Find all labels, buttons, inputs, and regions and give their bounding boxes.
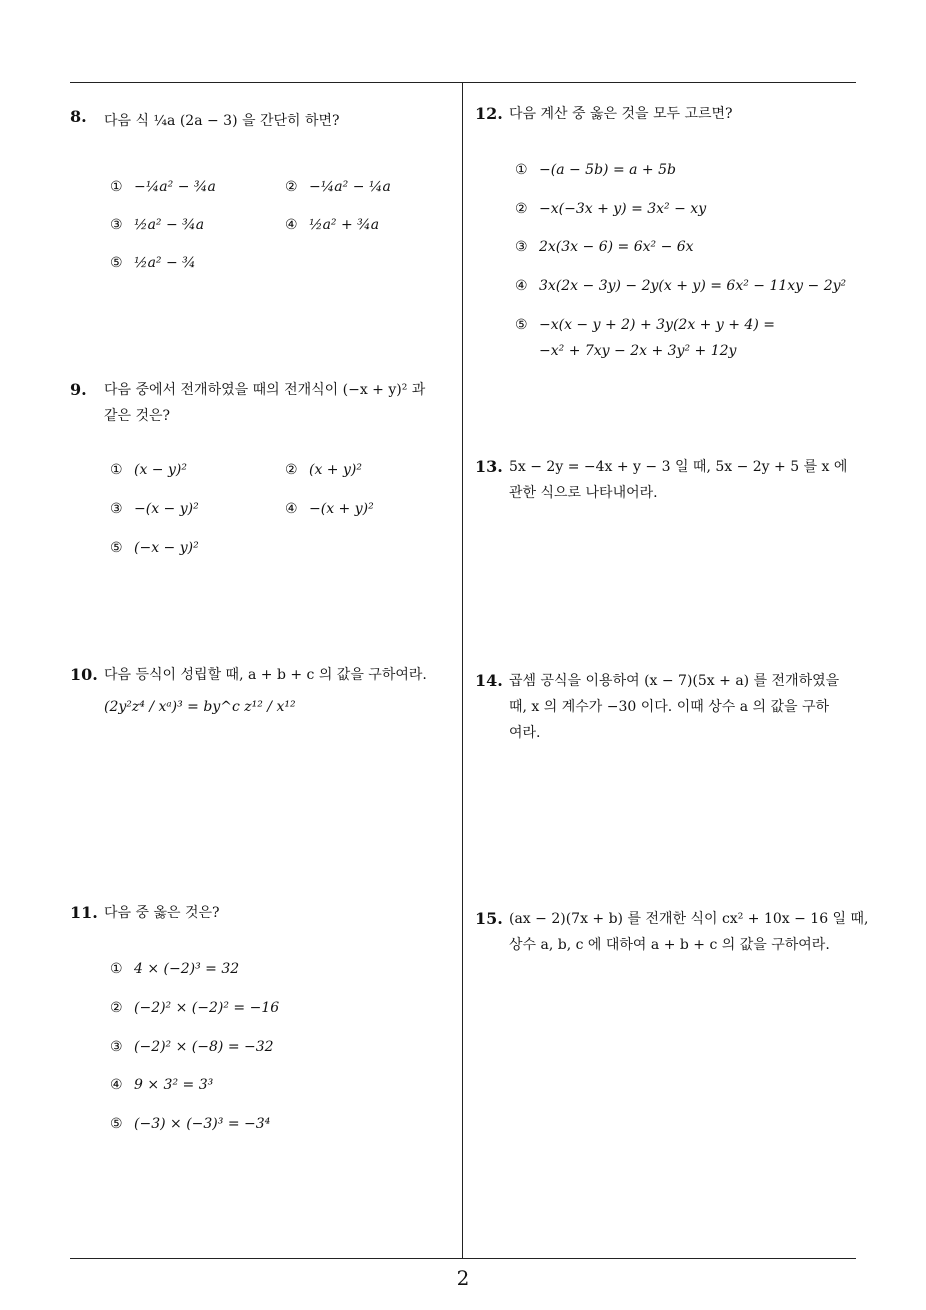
choice-text: (x + y)²: [309, 462, 362, 478]
choice-5: [110, 250, 196, 276]
choice-text: (−3) × (−3)³ = −3⁴: [134, 1116, 271, 1132]
problem-number: 13.: [475, 457, 503, 476]
choice-mark: ①: [515, 162, 528, 178]
choice-2: [110, 995, 279, 1021]
choice-mark: ③: [110, 217, 123, 233]
choice-mark: ⑤: [515, 317, 528, 333]
choice-text: (x − y)²: [134, 462, 187, 478]
choice-text: −(x + y)²: [309, 501, 374, 517]
choice-mark: ①: [110, 462, 123, 478]
problem-stem: 다음 식 ¼a (2a − 3) 을 간단히 하면?: [104, 113, 340, 129]
choice-4: [515, 273, 846, 299]
choice-mark: ②: [285, 462, 298, 478]
choice-mark: ①: [110, 179, 123, 195]
problem-stem-line: 다음 중에서 전개하였을 때의 전개식이 (−x + y)² 과: [104, 382, 426, 398]
choice-5: [515, 312, 775, 364]
choice-text: −¼a² − ¼a: [309, 179, 391, 195]
problem-stem-line: 때, x 의 계수가 −30 이다. 이때 상수 a 의 값을 구하: [509, 699, 830, 715]
choice-mark: ②: [110, 1000, 123, 1016]
choice-text: 4 × (−2)³ = 32: [134, 961, 240, 977]
choice-1: [515, 157, 676, 183]
choice-1: [110, 956, 239, 982]
problem-15: [475, 906, 869, 958]
choice-text: ½a² + ¾a: [309, 217, 380, 233]
choice-mark: ④: [110, 1077, 123, 1093]
problem-number: 8.: [70, 107, 87, 126]
choice-4: [285, 496, 374, 522]
choice-text: −(x − y)²: [134, 501, 199, 517]
choice-mark: ②: [285, 179, 298, 195]
choice-text: (−2)² × (−8) = −32: [134, 1039, 274, 1055]
choice-text: −(a − 5b) = a + 5b: [539, 162, 676, 178]
equation: (2y²z⁴ / xᵃ)³ = by^c z¹² / x¹²: [104, 699, 296, 715]
column-divider: [462, 82, 463, 1258]
choice-5: [110, 535, 199, 561]
choice-1: [110, 174, 216, 200]
choice-mark: ③: [110, 1039, 123, 1055]
choice-text: (−2)² × (−2)² = −16: [134, 1000, 280, 1016]
problem-14: [475, 668, 860, 746]
choice-1: [110, 457, 187, 483]
choice-text: −x(−3x + y) = 3x² − xy: [539, 201, 707, 217]
choice-text: 2x(3x − 6) = 6x² − 6x: [539, 239, 694, 255]
problem-9: [70, 377, 455, 567]
problem-number: 10.: [70, 665, 98, 684]
problem-11: [70, 900, 455, 1146]
choice-mark: ②: [515, 201, 528, 217]
problem-number: 9.: [70, 380, 87, 399]
choice-text: ½a² − ¾: [134, 255, 196, 271]
choice-4: [285, 212, 379, 238]
problem-stem-line: (ax − 2)(7x + b) 를 전개한 식이 cx² + 10x − 16 일 때,: [509, 911, 869, 927]
problem-10: [70, 662, 455, 720]
choice-3: [110, 1034, 274, 1060]
choice-4: [110, 1072, 213, 1098]
problem-8: [70, 104, 455, 294]
choice-5: [110, 1111, 270, 1137]
choice-3: [515, 234, 694, 260]
choice-mark: ④: [515, 278, 528, 294]
problem-number: 15.: [475, 909, 503, 928]
problem-13: [475, 454, 860, 506]
problem-12: [475, 101, 860, 367]
choice-text: 9 × 3² = 3³: [134, 1077, 214, 1093]
choice-text: ½a² − ¾a: [134, 217, 205, 233]
choice-text: 3x(2x − 3y) − 2y(x + y) = 6x² − 11xy − 2y²: [539, 278, 847, 294]
bottom-rule: [70, 1258, 856, 1259]
choice-text: −¼a² − ¾a: [134, 179, 216, 195]
problem-number: 11.: [70, 903, 98, 922]
choice-2: [515, 196, 706, 222]
top-rule: [70, 82, 856, 83]
choice-text: −x(x − y + 2) + 3y(2x + y + 4) =: [539, 317, 775, 333]
problem-stem-line: 다음 등식이 성립할 때, a + b + c 의 값을 구하여라.: [104, 667, 427, 683]
choice-3: [110, 212, 204, 238]
choice-2: [285, 457, 362, 483]
problem-stem-line: 관한 식으로 나타내어라.: [509, 485, 658, 501]
choice-text: (−x − y)²: [134, 540, 199, 556]
choice-mark: ⑤: [110, 540, 123, 556]
problem-stem-line: 5x − 2y = −4x + y − 3 일 때, 5x − 2y + 5 를 x 에: [509, 459, 848, 475]
choice-mark: ⑤: [110, 1116, 123, 1132]
problem-stem-line: 상수 a, b, c 에 대하여 a + b + c 의 값을 구하여라.: [509, 937, 830, 953]
choice-mark: ④: [285, 501, 298, 517]
choice-mark: ③: [110, 501, 123, 517]
choice-mark: ③: [515, 239, 528, 255]
choice-text-line2: −x² + 7xy − 2x + 3y² + 12y: [539, 343, 737, 359]
choice-3: [110, 496, 199, 522]
page-number: 2: [456, 1266, 470, 1290]
problem-stem-line: 같은 것은?: [104, 408, 171, 424]
choice-mark: ①: [110, 961, 123, 977]
choice-2: [285, 174, 391, 200]
problem-stem-line: 곱셈 공식을 이용하여 (x − 7)(5x + a) 를 전개하였을: [509, 673, 840, 689]
problem-number: 12.: [475, 104, 503, 123]
problem-stem: 다음 계산 중 옳은 것을 모두 고르면?: [509, 106, 733, 122]
problem-number: 14.: [475, 671, 503, 690]
problem-stem: 다음 중 옳은 것은?: [104, 905, 220, 921]
choice-mark: ⑤: [110, 255, 123, 271]
choice-mark: ④: [285, 217, 298, 233]
problem-stem-line: 여라.: [509, 725, 541, 741]
